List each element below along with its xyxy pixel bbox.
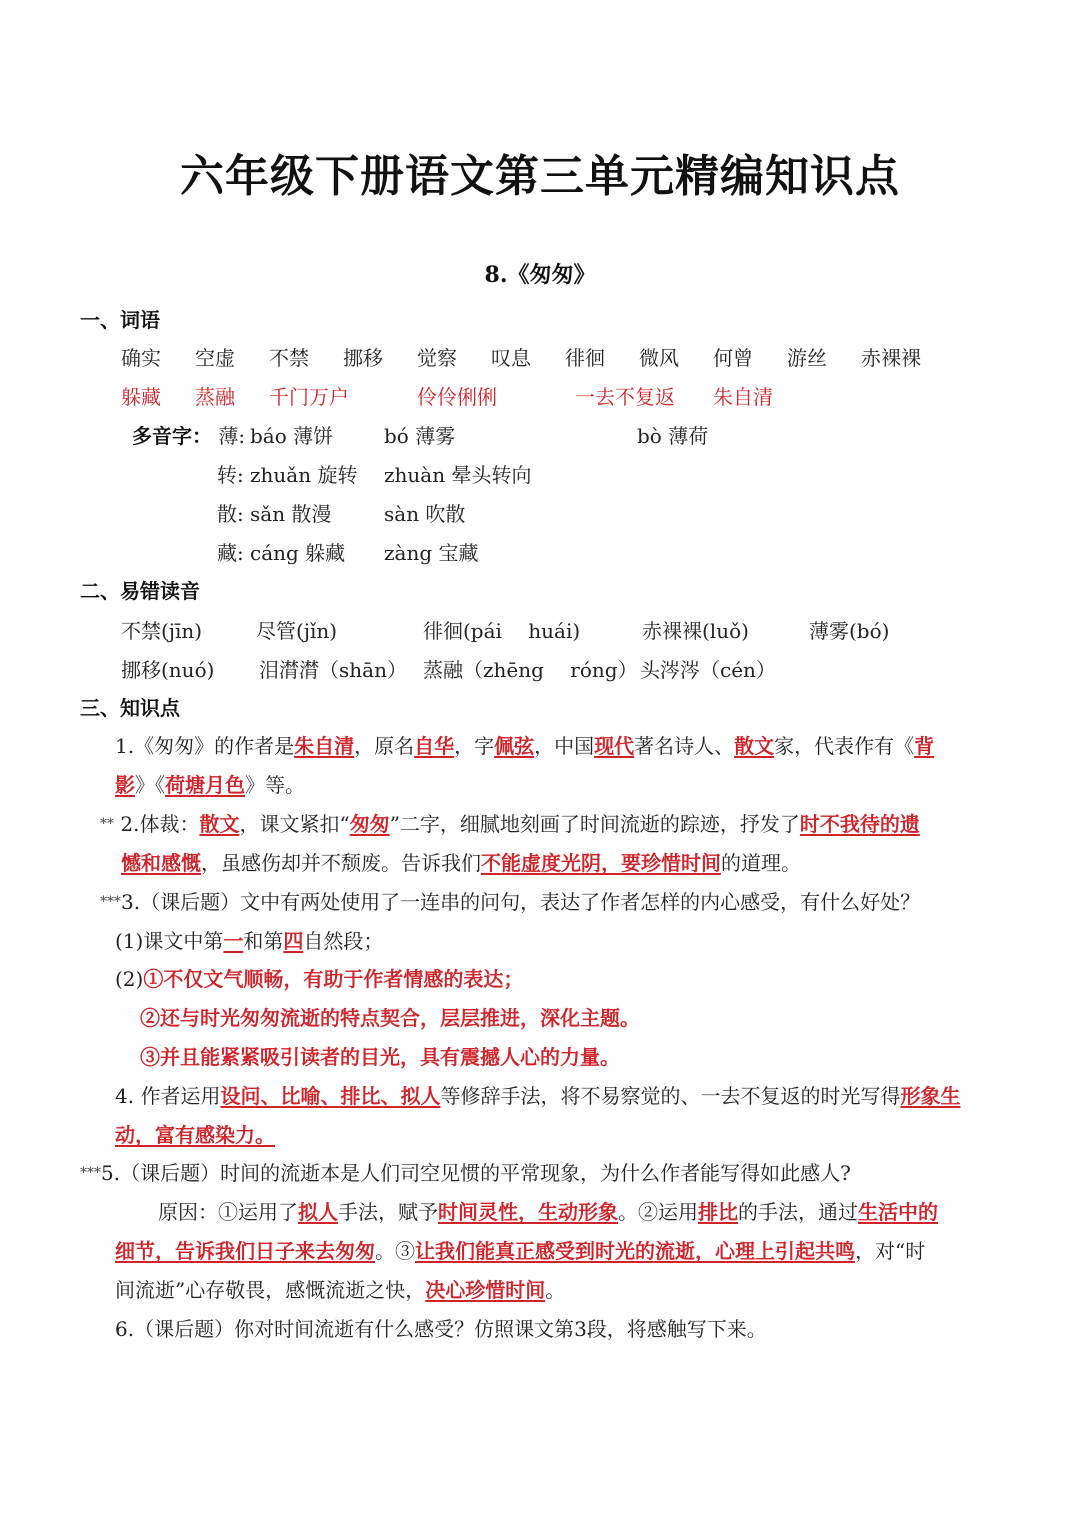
pronunciation-item: 徘徊(pái huái) [423,619,581,643]
polyphone-label: 多音字： [132,424,212,448]
vocab-word: 蒸融 [195,385,235,409]
polyphone-reading: sǎn 散漫 [250,502,332,526]
point-5-question: ***5.（课后题）时间的流逝本是人们司空见惯的平常现象，为什么作者能写得如此感人? [80,1161,851,1185]
polyphone-reading: bó 薄雾 [384,424,456,448]
vocab-word: 一去不复返 [575,385,675,409]
point-4-line-1: 4. 作者运用设问、比喻、排比、拟人等修辞手法，将不易察觉的、一去不复返的时光写得形象生 [115,1084,961,1108]
vocab-word: 叹息 [491,346,531,370]
vocab-word: 微风 [639,346,679,370]
polyphone-char: 藏: [217,541,244,565]
lesson-title: 8.《匆匆》 [484,262,596,288]
vocab-word: 伶伶俐俐 [417,385,497,409]
point-5-answer-line-3: 间流逝”心存敬畏，感慨流逝之快，决心珍惜时间。 [115,1278,566,1302]
polyphone-reading: zàng 宝藏 [384,541,479,565]
pronunciation-item: 头涔涔（cén） [640,658,776,682]
vocab-word: 千门万户 [269,385,349,409]
vocab-word: 挪移 [343,346,383,370]
polyphone-row-3 [217,498,466,527]
polyphone-reading: sàn 吹散 [384,502,466,526]
vocab-word: 何曾 [713,346,753,370]
point-4-line-2: 动，富有感染力。 [115,1123,275,1147]
section-heading-vocabulary: 一、词语 [80,308,160,332]
pronunciation-item: 挪移(nuó) [121,658,215,682]
polyphone-char: 转: [217,463,244,487]
pronunciation-item: 薄雾(bó) [809,619,890,643]
point-6: 6.（课后题）你对时间流逝有什么感受？仿照课文第3段，将感触写下来。 [115,1317,767,1341]
vocab-word: 确实 [121,346,161,370]
vocab-word: 觉察 [417,346,457,370]
vocab-word: 空虚 [195,346,235,370]
pronunciation-item: 泪潸潸（shān） [259,658,407,682]
point-2-line-1: ** 2.体裁：散文，课文紧扣“匆匆”二字，细腻地刻画了时间流逝的踪迹，抒发了时不我待的遗 [100,812,920,836]
polyphone-reading: bò 薄荷 [637,424,709,448]
polyphone-char: 散: [217,502,244,526]
polyphone-reading: zhuàn 晕头转向 [384,463,532,487]
point-3-answer-2: (2)①不仅文气顺畅，有助于作者情感的表达； [115,967,524,991]
point-3-answer-4: ③并且能紧紧吸引读者的目光，具有震撼人心的力量。 [140,1045,620,1069]
vocab-word: 游丝 [787,346,827,370]
point-2-line-2: 憾和感慨，虽感伤却并不颓废。告诉我们不能虚度光阴，要珍惜时间的道理。 [121,851,801,875]
pronunciation-item: 赤裸裸(luǒ) [642,619,749,643]
point-1-line-2: 影》《荷塘月色》等。 [115,773,305,797]
polyphone-row-1 [132,420,709,449]
section-heading-knowledge: 三、知识点 [80,696,180,720]
vocab-word: 赤裸裸 [861,346,921,370]
point-5-answer-line-1: 原因：①运用了拟人手法，赋予时间灵性，生动形象。②运用排比的手法，通过生活中的 [158,1200,938,1224]
vocab-word: 徘徊 [565,346,605,370]
polyphone-reading: báo 薄饼 [250,424,334,448]
point-5-answer-line-2: 细节，告诉我们日子来去匆匆。③让我们能真正感受到时光的流逝，心理上引起共鸣，对“时 [115,1239,926,1263]
point-1-line-1: 1.《匆匆》的作者是朱自清，原名自华，字佩弦，中国现代著名诗人、散文家，代表作有《背 [115,734,935,758]
polyphone-reading: zhuǎn 旋转 [250,463,358,487]
section-heading-pronunciation: 二、易错读音 [80,579,200,603]
polyphone-row-4 [217,537,479,566]
vocab-word: 朱自清 [713,385,773,409]
vocab-word: 躲藏 [121,385,161,409]
document-title: 六年级下册语文第三单元精编知识点 [180,151,900,202]
vocab-word: 不禁 [269,346,309,370]
point-3-answer-3: ②还与时光匆匆流逝的特点契合，层层推进，深化主题。 [140,1006,640,1030]
point-3-question: ***3.（课后题）文中有两处使用了一连串的问句，表达了作者怎样的内心感受，有什么好处？ [100,890,921,914]
pronunciation-item: 蒸融（zhēng róng） [423,658,638,682]
polyphone-char: 薄: [218,424,246,448]
pronunciation-item: 尽管(jǐn) [256,619,338,643]
point-3-answer-1: (1)课文中第一和第四自然段； [115,929,384,953]
pronunciation-item: 不禁(jīn) [121,619,203,643]
polyphone-row-2 [217,459,532,488]
polyphone-reading: cáng 躲藏 [250,541,346,565]
